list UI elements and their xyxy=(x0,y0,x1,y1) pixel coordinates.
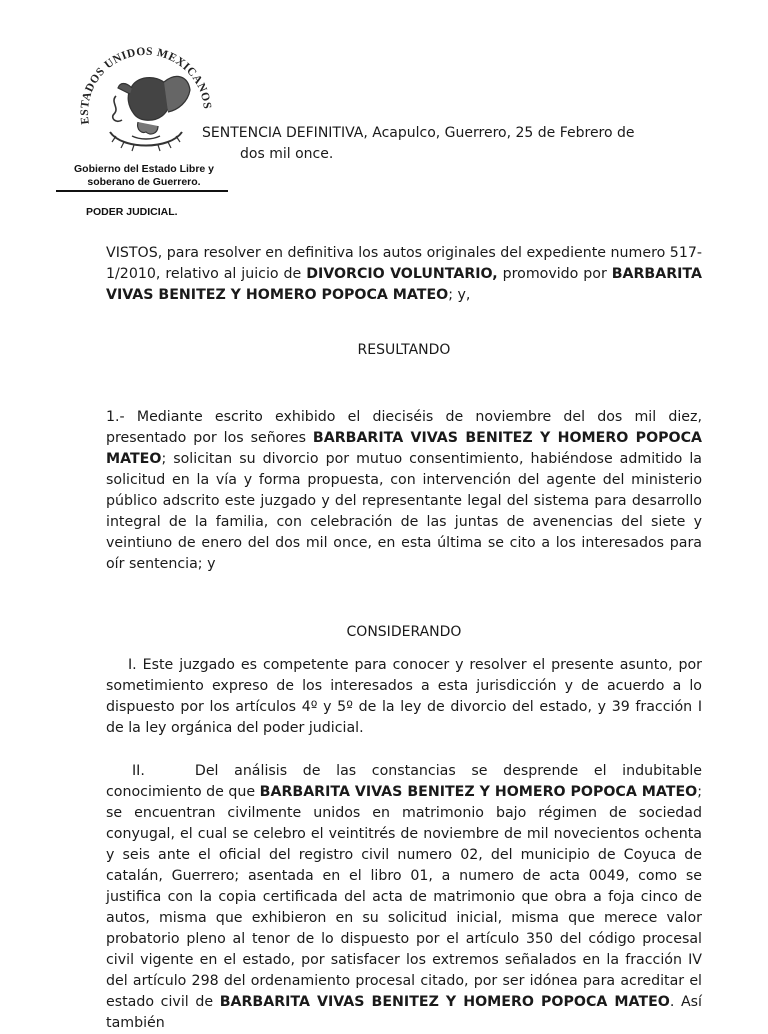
considerando-2-text: Del análisis de las constancias se desprende el indubitable conocimiento de que xyxy=(106,763,702,800)
resultando-paragraph xyxy=(106,407,702,575)
document-title xyxy=(202,123,703,165)
gov-line-2: soberano de Guerrero. xyxy=(87,176,201,188)
resultando-text-2: ; solicitan su divorcio por mutuo consentimiento, habiéndose admitido la solicitud en la vía y forma propuesta, con intervención del agente del ministerio público adscrito este juzgado y del representante legal del sistema para desarrollo integral de la familia, con celebración de las juntas de avenencias del siete y veintiuno de enero del dos mil once, en esta última se cito a los interesados para oír sentencia; y xyxy=(106,451,702,572)
considerando-2-text-3: . Así también xyxy=(106,994,703,1031)
title-line-1: SENTENCIA DEFINITIVA, Acapulco, Guerrero, 25 de Febrero de xyxy=(202,125,635,141)
government-caption xyxy=(56,163,232,189)
case-type: DIVORCIO VOLUNTARIO, xyxy=(306,266,498,282)
vistos-paragraph xyxy=(106,243,702,306)
vistos-text-3: ; y, xyxy=(448,287,471,303)
gov-line-1: Gobierno del Estado Libre y xyxy=(73,163,215,175)
resultando-heading: RESULTANDO xyxy=(357,342,451,358)
resultando-text: 1.- Mediante escrito exhibido el dieciséis de noviembre del dos mil diez, presentado por los señores xyxy=(106,409,702,446)
considerando-2-paragraph xyxy=(106,761,702,1034)
vistos-text: VISTOS, para resolver en definitiva los autos originales del expediente numero 517-1/2010, relativo al juicio de xyxy=(106,245,702,282)
section-number-1: I. xyxy=(128,657,137,673)
considerando-heading: CONSIDERANDO xyxy=(346,624,462,640)
party-names: BARBARITA VIVAS BENITEZ Y HOMERO POPOCA MATEO xyxy=(106,266,702,303)
header-divider xyxy=(56,190,228,192)
poder-judicial-label: PODER JUDICIAL. xyxy=(86,206,178,218)
party-names: BARBARITA VIVAS BENITEZ Y HOMERO POPOCA MATEO xyxy=(219,994,670,1010)
section-number-2: II. xyxy=(132,763,145,779)
vistos-text-2: promovido por xyxy=(497,266,612,282)
considerando-1-paragraph xyxy=(106,655,702,739)
considerando-1-text: Este juzgado es competente para conocer y resolver el presente asunto, por sometimiento expreso de los interesados a esta jurisdicción y de acuerdo a lo dispuesto por los artículos 4º y 5º de la ley de divorcio del estado, y 39 fracción I de la ley orgánica del poder judicial. xyxy=(106,657,702,736)
party-names: BARBARITA VIVAS BENITEZ Y HOMERO POPOCA MATEO xyxy=(106,430,702,467)
mexican-coat-of-arms-seal xyxy=(76,36,216,168)
party-names: BARBARITA VIVAS BENITEZ Y HOMERO POPOCA MATEO xyxy=(259,784,698,800)
seal-ring-text: ESTADOS UNIDOS MEXICANOS xyxy=(78,45,213,126)
considerando-2-text-2: ; se encuentran civilmente unidos en matrimonio bajo régimen de sociedad conyugal, el cual se celebro el veintitrés de noviembre de mil novecientos ochenta y seis ante el oficial del registro civil numero 02, del municipio de Coyuca de catalán, Guerrero; asentada en el libro 01, a numero de acta 0049, como se justifica con la copia certificada del acta de matrimonio que obra a foja cinco de autos, misma que exhibieron en su solicitud inicial, misma que merece valor probatorio pleno al tenor de lo dispuesto por el artículo 350 del código procesal civil vigente en el estado, por satisfacer los extremos señalados en la fracción IV del artículo 298 del ordenamiento procesal citado, por ser idónea para acreditar el estado civil de xyxy=(106,784,702,1010)
title-line-2: dos mil once. xyxy=(240,146,334,162)
